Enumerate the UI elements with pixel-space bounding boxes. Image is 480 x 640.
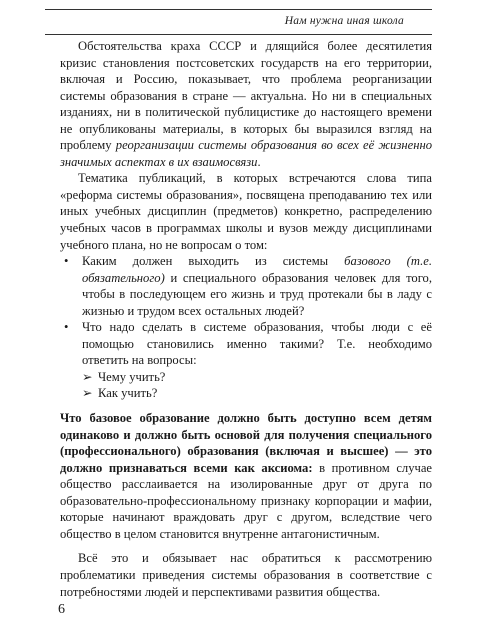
page-body [60, 38, 432, 600]
paragraph-1: Обстоятельства краха СССР и длящийся более десятилетия кризис становления постсоветских государств на его территории, включая и Россию, показывает, что проблема реорганизации системы образования в стране — актуальна. Но ни в специальных изданиях, ни в политической публицистике до настоящего времени не опубликованы материалы, в которых бы выразился взгляд на проблему реорганизации системы образования во всех её жизненно значимых аспектах в их взаимосвязи. [60, 39, 432, 169]
arrow-icon: ➢ [82, 369, 93, 384]
header-rule-top [45, 9, 432, 10]
page-number: 6 [58, 602, 65, 617]
arrow-icon: ➢ [82, 386, 93, 401]
bold-statement: Что базовое образование должно быть доступно всем детям одинаково и должно быть основой для получения специального (профессионального) образования (включая и высшее) — это должно признаваться всеми как аксиома: [60, 411, 432, 475]
paragraph-3: Что базовое образование должно быть доступно всем детям одинаково и должно быть основой для получения специального (профессионального) образования (включая и высшее) — это должно признаваться всеми как аксиома: в противном случае общество расслаивается на изолированные друг от друга по образовательно-профессиональному признаку корпорации и мафии, которые начинают враждовать друг с другом, вследствие чего общество в целом становится внутренне антагонистичным. [60, 411, 432, 541]
bullet-list [60, 253, 432, 402]
paragraph-4: Всё это и обязывает нас обратиться к рассмотрению проблематики приведения системы образования в соответствие с потребностями людей и перспективами развития общества. [60, 551, 432, 599]
bullet-icon: • [64, 254, 69, 269]
running-header-title: Нам нужна иная школа [284, 15, 404, 27]
question-item-2: ➢ Как учить? [82, 386, 158, 401]
question-list [82, 369, 432, 402]
paragraph-2: Тематика публикаций, в которых встречаются слова типа «реформа системы образования», посвящена преподаванию тех или иных учебных дисциплин (предметов) конкретно, распределению учебных часов в программах школы и вузов между дисциплинами учебного плана, но не вопросам о том: [60, 171, 432, 252]
question-item-1: ➢ Чему учить? [82, 369, 166, 384]
running-header [45, 9, 432, 35]
bullet-item-2: • Что надо сделать в системе образования, чтобы люди с её помощью становились именно такими? Т.е. необходимо ответить на вопросы: ➢ Чему учить? ➢ Как учить? [64, 320, 432, 401]
bullet-icon: • [64, 320, 69, 335]
bullet-item-1: • Каким должен выходить из системы базового (т.е. обязательного) и специального образования человек для того, чтобы в последующем его жизнь и труд протекали бы в ладу с жизнью и трудом всех остальных людей? [64, 254, 432, 318]
emphasis-text: реорганизации системы образования во всех её жизненно значимых аспектах в их взаимосвязи [60, 138, 432, 169]
header-rule-bottom [45, 34, 432, 35]
emphasis-text: базового (т.е. обязательного) [82, 254, 432, 285]
